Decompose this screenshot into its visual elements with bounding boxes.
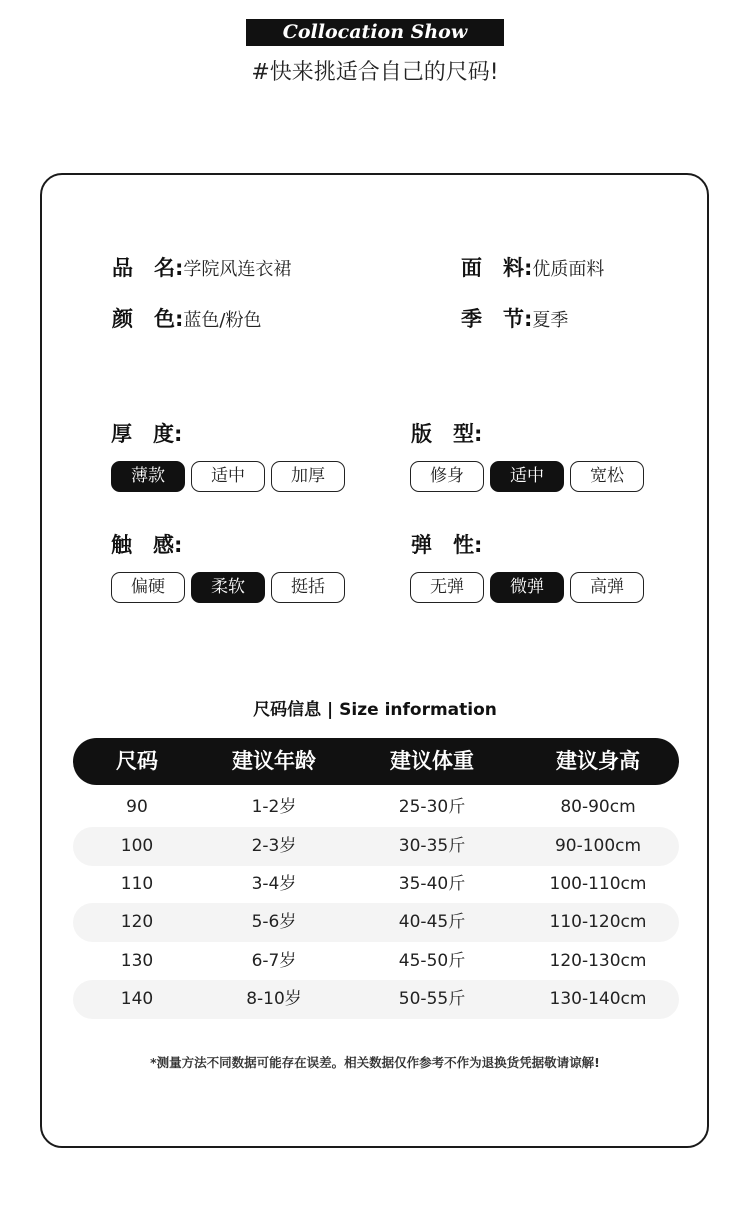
cell-age: 1-2岁: [251, 797, 297, 817]
elasticity-title: 弹 性:: [411, 533, 483, 557]
season-row: [461, 306, 568, 334]
elasticity-option: 微弹: [490, 572, 564, 603]
header-size: 尺码: [116, 749, 158, 773]
table-row: [73, 788, 679, 827]
season-label: 季 节:: [461, 307, 533, 331]
cell-weight: 35-40斤: [398, 874, 466, 894]
collocation-show-badge: Collocation Show: [246, 19, 504, 46]
header-weight: 建议体重: [390, 749, 474, 773]
cell-height: 130-140cm: [549, 989, 647, 1009]
cell-size: 140: [120, 989, 154, 1009]
cell-age: 2-3岁: [251, 836, 297, 856]
cell-size: 90: [126, 797, 148, 817]
product-name-label: 品 名:: [112, 256, 184, 280]
cell-size: 100: [120, 836, 154, 856]
thickness-option: 薄款: [111, 461, 185, 492]
cell-age: 6-7岁: [251, 951, 297, 971]
color-label: 颜 色:: [112, 307, 184, 331]
cell-height: 90-100cm: [554, 836, 642, 856]
fabric-value: 优质面料: [532, 259, 605, 280]
fit-options: [410, 461, 644, 492]
touch-options: [111, 572, 345, 603]
cell-size: 110: [120, 874, 154, 894]
thickness-options: [111, 461, 345, 492]
cell-weight: 50-55斤: [398, 989, 466, 1009]
table-row: [73, 865, 679, 904]
cell-height: 120-130cm: [549, 951, 647, 971]
cell-weight: 25-30斤: [398, 797, 466, 817]
touch-option: 挺括: [271, 572, 345, 603]
thickness-title: 厚 度:: [111, 422, 183, 446]
cell-height: 110-120cm: [549, 912, 647, 932]
color-value: 蓝色/粉色: [183, 310, 262, 331]
fit-title: 版 型:: [411, 422, 483, 446]
size-info-title: 尺码信息 | Size information: [253, 700, 497, 720]
touch-option: 偏硬: [111, 572, 185, 603]
elasticity-option: 高弹: [570, 572, 644, 603]
header-age: 建议年龄: [232, 749, 316, 773]
table-row: [73, 942, 679, 981]
thickness-option: 适中: [191, 461, 265, 492]
touch-option: 柔软: [191, 572, 265, 603]
table-row: [73, 903, 679, 942]
cell-size: 130: [120, 951, 154, 971]
touch-title: 触 感:: [111, 533, 183, 557]
cell-weight: 45-50斤: [398, 951, 466, 971]
fit-option: 修身: [410, 461, 484, 492]
fit-option: 宽松: [570, 461, 644, 492]
header-height: 建议身高: [556, 749, 640, 773]
season-value: 夏季: [532, 310, 569, 331]
fit-option: 适中: [490, 461, 564, 492]
thickness-option: 加厚: [271, 461, 345, 492]
size-table-header: [73, 738, 679, 785]
cell-weight: 30-35斤: [398, 836, 466, 856]
cell-weight: 40-45斤: [398, 912, 466, 932]
header-subtitle: #快来挑适合自己的尺码!: [251, 60, 499, 85]
elasticity-options: [410, 572, 644, 603]
cell-age: 5-6岁: [251, 912, 297, 932]
disclaimer-note: *测量方法不同数据可能存在误差。相关数据仅作参考不作为退换货凭据敬请谅解!: [150, 1055, 600, 1070]
cell-age: 8-10岁: [246, 989, 302, 1009]
elasticity-option: 无弹: [410, 572, 484, 603]
cell-height: 100-110cm: [549, 874, 647, 894]
fabric-label: 面 料:: [461, 256, 533, 280]
cell-height: 80-90cm: [560, 797, 636, 817]
table-row: [73, 980, 679, 1019]
cell-age: 3-4岁: [251, 874, 297, 894]
table-row: [73, 827, 679, 866]
fabric-row: [461, 255, 604, 283]
color-row: [112, 306, 261, 334]
product-name-row: [112, 255, 291, 283]
product-name-value: 学院风连衣裙: [183, 259, 292, 280]
cell-size: 120: [120, 912, 154, 932]
